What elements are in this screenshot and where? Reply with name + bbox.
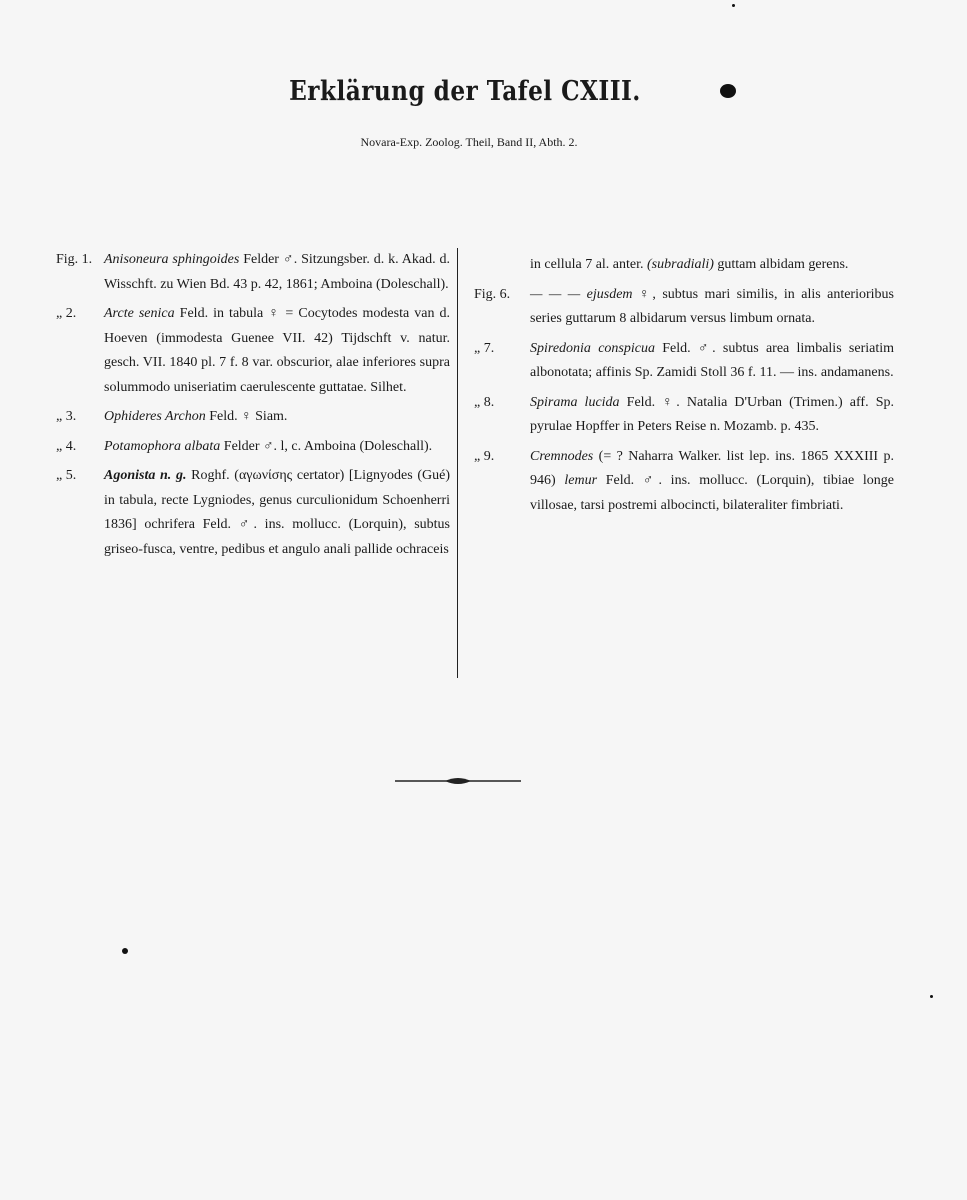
entry-text: Felder ♂. l, c. Amboina (Doleschall). — [220, 438, 433, 454]
continuation-part: in cellula 7 al. anter. — [530, 257, 648, 272]
figure-number: Fig. 1. — [56, 252, 93, 267]
ornament-rule — [395, 775, 521, 787]
species-name: Spirama lucida — [530, 394, 620, 410]
figure-entry-6 — [474, 283, 894, 332]
column-divider — [457, 248, 458, 678]
ink-speck — [122, 948, 128, 954]
entry-text: Roghf. (αγωνίσης certator) [Lignyodes (Gué) in tabula, recte Lygniodes, genus curculionidum Schoenherri 1836] ochrifera Feld. ♂. ins. mollucc. (Lorquin), subtus griseo-fusca, ventre, pedibus et angulo anali pallide ochraceis — [104, 468, 451, 557]
ink-speck — [930, 995, 933, 998]
figure-entry-3 — [56, 405, 450, 430]
species-name: — — — ejusdem — [530, 286, 633, 302]
figure-entry-9 — [474, 445, 894, 519]
entry-text: ♀, subtus mari similis, in alis anterioribus series guttarum 8 albidarum versus limbum ornata. — [530, 286, 894, 326]
species-name: Cremnodes — [530, 448, 594, 464]
figure-number: „ 5. — [56, 468, 77, 483]
figure-entry-8 — [474, 391, 894, 440]
figure-number: „ 4. — [56, 438, 77, 454]
left-column — [56, 248, 450, 567]
species-name: Ophideres Archon — [104, 409, 206, 424]
species-name: Agonista n. g. — [104, 468, 187, 483]
entry-text: Feld. in tabula ♀ = Cocytodes modesta van d. Hoeven (immodesta Guenee VII. 42) Tijdschft v. natur. gesch. VII. 1840 pl. 7 f. 8 var. obscurior, alae inferiores supra solummodo uniseriatim caerulescente guttatae. Silhet. — [104, 306, 450, 395]
entry-text: Feld. ♂. subtus area limbalis seriatim albonotata; affinis Sp. Zamidi Stoll 36 f. 11. — ins. andamanens. — [530, 340, 894, 380]
entry-text: Feld. ♀ Siam. — [205, 409, 288, 424]
entry-text-2: Feld. ♂. ins. mollucc. (Lorquin), tibiae longe villosae, tarsi postremi albocincti, bilateraliter fimbriati. — [530, 473, 894, 513]
figure-number: Fig. 6. — [474, 286, 511, 302]
species-name: Anisoneura sphingoides — [104, 252, 240, 267]
continuation-italic: (subradiali) — [647, 257, 714, 272]
continuation-part: guttam albidam gerens. — [713, 257, 849, 272]
figure-number: „ 2. — [56, 306, 77, 321]
right-column — [474, 253, 894, 523]
ink-speck — [720, 84, 736, 98]
figure-number: „ 7. — [474, 340, 495, 356]
entry-text: (= ? Naharra Walker. list lep. ins. 1865 XXXIII p. 946) — [530, 448, 894, 488]
figure-number: „ 3. — [56, 409, 77, 424]
page-subtitle: Novara-Exp. Zoolog. Theil, Band II, Abth. 2. — [360, 135, 578, 149]
figure-number: „ 8. — [474, 394, 495, 410]
species-name-2: lemur — [564, 473, 598, 488]
entry-text: Felder ♂. Sitzungsber. d. k. Akad. d. Wisschft. zu Wien Bd. 43 p. 42, 1861; Amboina (Doleschall). — [104, 252, 450, 292]
species-name: Spiredonia conspicua — [530, 340, 655, 356]
figure-entry-4 — [56, 435, 450, 460]
ink-speck — [732, 4, 735, 7]
page-title: Erklärung der Tafel CXIII. — [289, 76, 641, 107]
figure-number: „ 9. — [474, 448, 495, 464]
continuation-text — [530, 253, 894, 278]
species-name: Potamophora albata — [104, 438, 221, 454]
figure-entry-2 — [56, 302, 450, 400]
entry-text: Feld. ♀. Natalia D'Urban (Trimen.) aff. Sp. pyrulae Hopffer in Peters Reise n. Mozamb. p. 435. — [530, 394, 894, 434]
figure-entry-7 — [474, 337, 894, 386]
figure-entry-1 — [56, 248, 450, 297]
species-name: Arcte senica — [104, 306, 175, 321]
figure-entry-5 — [56, 464, 450, 562]
